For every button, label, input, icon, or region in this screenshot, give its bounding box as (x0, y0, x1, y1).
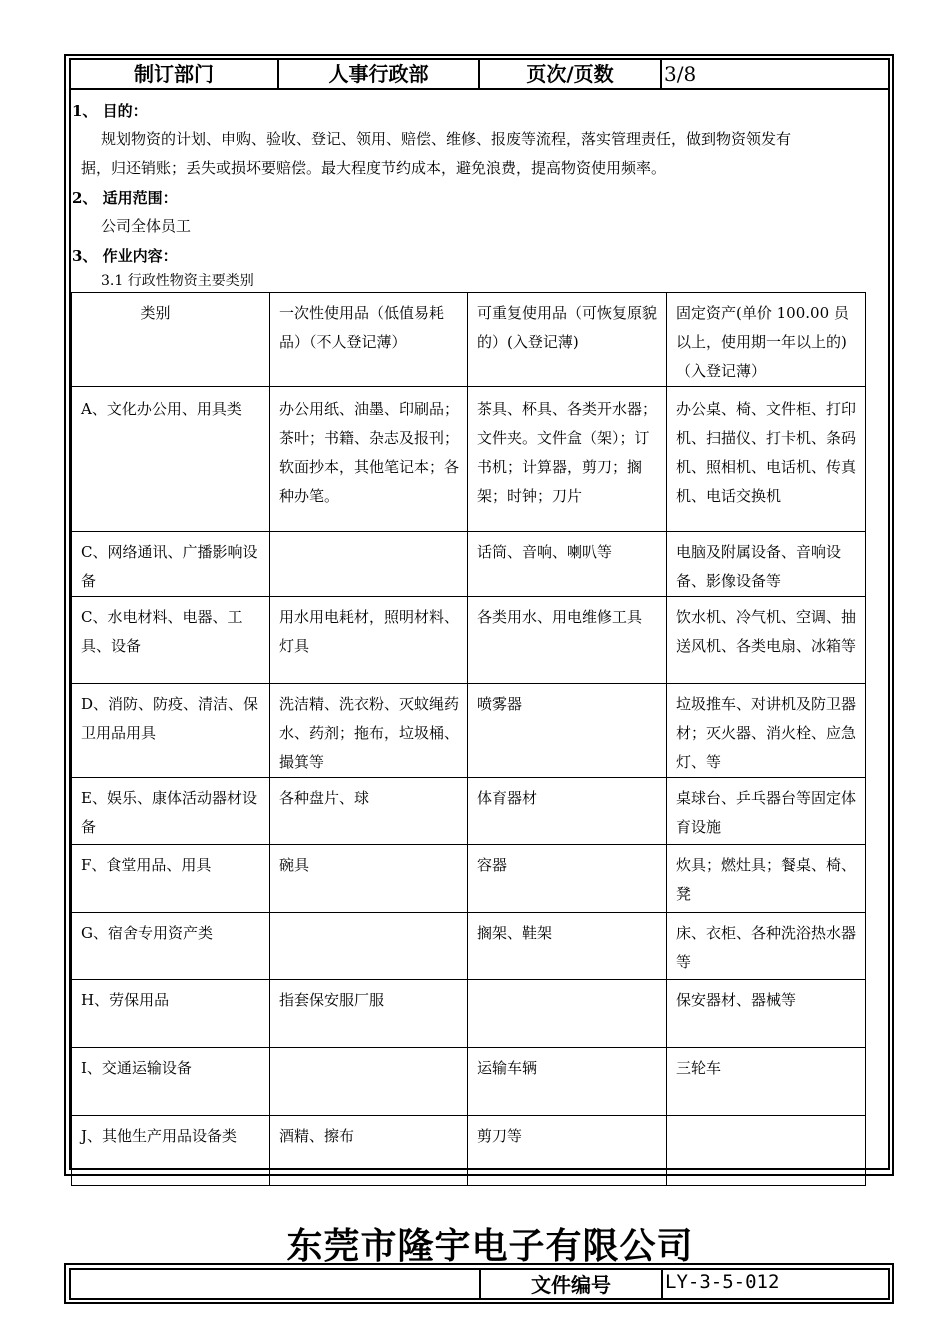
table-cell: 茶具、杯具、各类开水器；文件夹。文件盒（架）；订书机；计算器，剪刀；搁架；时钟；刀片 (468, 387, 667, 532)
table-cell: 容器 (468, 845, 667, 913)
table-header-row (72, 293, 866, 387)
header-cell: 类别 (72, 293, 270, 387)
category-cell: D、消防、防疫、清洁、保卫用品用具 (72, 684, 270, 778)
table-cell (270, 532, 468, 597)
table-row (72, 980, 866, 1048)
category-cell: C、网络通讯、广播影响设备 (72, 532, 270, 597)
category-cell: G、宿舍专用资产类 (72, 913, 270, 980)
header-cell: 固定资产(单价 100.00 员以上，使用期一年以上的)（入登记薄） (667, 293, 866, 387)
table-cell: 用水用电耗材，照明材料、灯具 (270, 597, 468, 684)
table-row (72, 1048, 866, 1116)
footer-bar (69, 1268, 890, 1300)
table-cell: 各类用水、用电维修工具 (468, 597, 667, 684)
dept-label: 制订部门 (71, 60, 279, 88)
dept-value: 人事行政部 (279, 60, 480, 88)
table-cell (667, 1116, 866, 1186)
table-cell: 垃圾推车、对讲机及防卫器材；灭火器、消火栓、应急灯、等 (667, 684, 866, 778)
table-cell: 炊具；燃灶具；餐桌、椅、凳 (667, 845, 866, 913)
section-2-title: 2、 适用范围： (72, 189, 178, 207)
section-3-title: 3、 作业内容： (72, 247, 178, 265)
document-header (71, 60, 888, 90)
table-cell: 洗洁精、洗衣粉、灭蚊绳药水、药剂；拖布，垃圾桶、撮箕等 (270, 684, 468, 778)
category-cell: F、食堂用品、用具 (72, 845, 270, 913)
table-row (72, 684, 866, 778)
table-row (72, 597, 866, 684)
table-cell: 饮水机、冷气机、空调、抽送风机、各类电扇、冰箱等 (667, 597, 866, 684)
header-cell: 一次性使用品（低值易耗品）（不人登记薄） (270, 293, 468, 387)
section-1-line-2: 据，归还销账；丢失或损坏要赔偿。最大程度节约成本，避免浪费，提高物资使用频率。 (81, 159, 667, 177)
table-row (72, 913, 866, 980)
table-cell (468, 980, 667, 1048)
table-row (72, 532, 866, 597)
category-cell: C、水电材料、电器、工具、设备 (72, 597, 270, 684)
table-cell: 三轮车 (667, 1048, 866, 1116)
section-3-subtitle: 3.1 行政性物资主要类别 (101, 273, 254, 289)
footer-blank-cell (71, 1270, 481, 1298)
table-row (72, 387, 866, 532)
company-name: 东莞市隆宇电子有限公司 (286, 1226, 694, 1267)
table-row (72, 778, 866, 845)
table-cell: 喷雾器 (468, 684, 667, 778)
category-cell: I、交通运输设备 (72, 1048, 270, 1116)
table-row (72, 845, 866, 913)
table-cell (270, 1048, 468, 1116)
table-cell: 办公用纸、油墨、印刷品；茶叶；书籍、杂志及报刊；软面抄本，其他笔记本；各种办笔。 (270, 387, 468, 532)
table-cell: 保安器材、器械等 (667, 980, 866, 1048)
table-cell: 指套保安服厂服 (270, 980, 468, 1048)
category-cell: E、娱乐、康体活动器材设备 (72, 778, 270, 845)
doc-number-value: LY-3-5-012 (665, 1271, 780, 1293)
doc-number-label: 文件编号 (481, 1270, 663, 1298)
table-cell: 体育器材 (468, 778, 667, 845)
section-1-line-1: 规划物资的计划、申购、验收、登记、领用、赔偿、维修、报废等流程，落实管理责任，做到物资领发有 (101, 130, 792, 148)
table-cell: 各种盘片、球 (270, 778, 468, 845)
table-cell: 酒精、擦布 (270, 1116, 468, 1186)
table-cell: 电脑及附属设备、音响设备、影像设备等 (667, 532, 866, 597)
table-cell (270, 913, 468, 980)
table-cell: 办公桌、椅、文件柜、打印机、扫描仪、打卡机、条码机、照相机、电话机、传真机、电话交换机 (667, 387, 866, 532)
table-cell: 话筒、音响、喇叭等 (468, 532, 667, 597)
table-cell: 搁架、鞋架 (468, 913, 667, 980)
section-1-title: 1、 目的： (72, 102, 148, 120)
category-table (71, 292, 866, 1186)
table-row (72, 1116, 866, 1186)
table-cell: 运输车辆 (468, 1048, 667, 1116)
category-cell: J、其他生产用品设备类 (72, 1116, 270, 1186)
table-cell: 桌球台、乒乓器台等固定体育设施 (667, 778, 866, 845)
page-value: 3/8 (664, 62, 697, 86)
category-cell: H、劳保用品 (72, 980, 270, 1048)
table-cell: 床、衣柜、各种洗浴热水器等 (667, 913, 866, 980)
section-2-text: 公司全体员工 (101, 217, 192, 235)
category-cell: A、文化办公用、用具类 (72, 387, 270, 532)
header-cell: 可重复使用品（可恢复原貌的）(入登记薄) (468, 293, 667, 387)
table-cell: 碗具 (270, 845, 468, 913)
page-label: 页次/页数 (480, 60, 662, 88)
table-cell: 剪刀等 (468, 1116, 667, 1186)
